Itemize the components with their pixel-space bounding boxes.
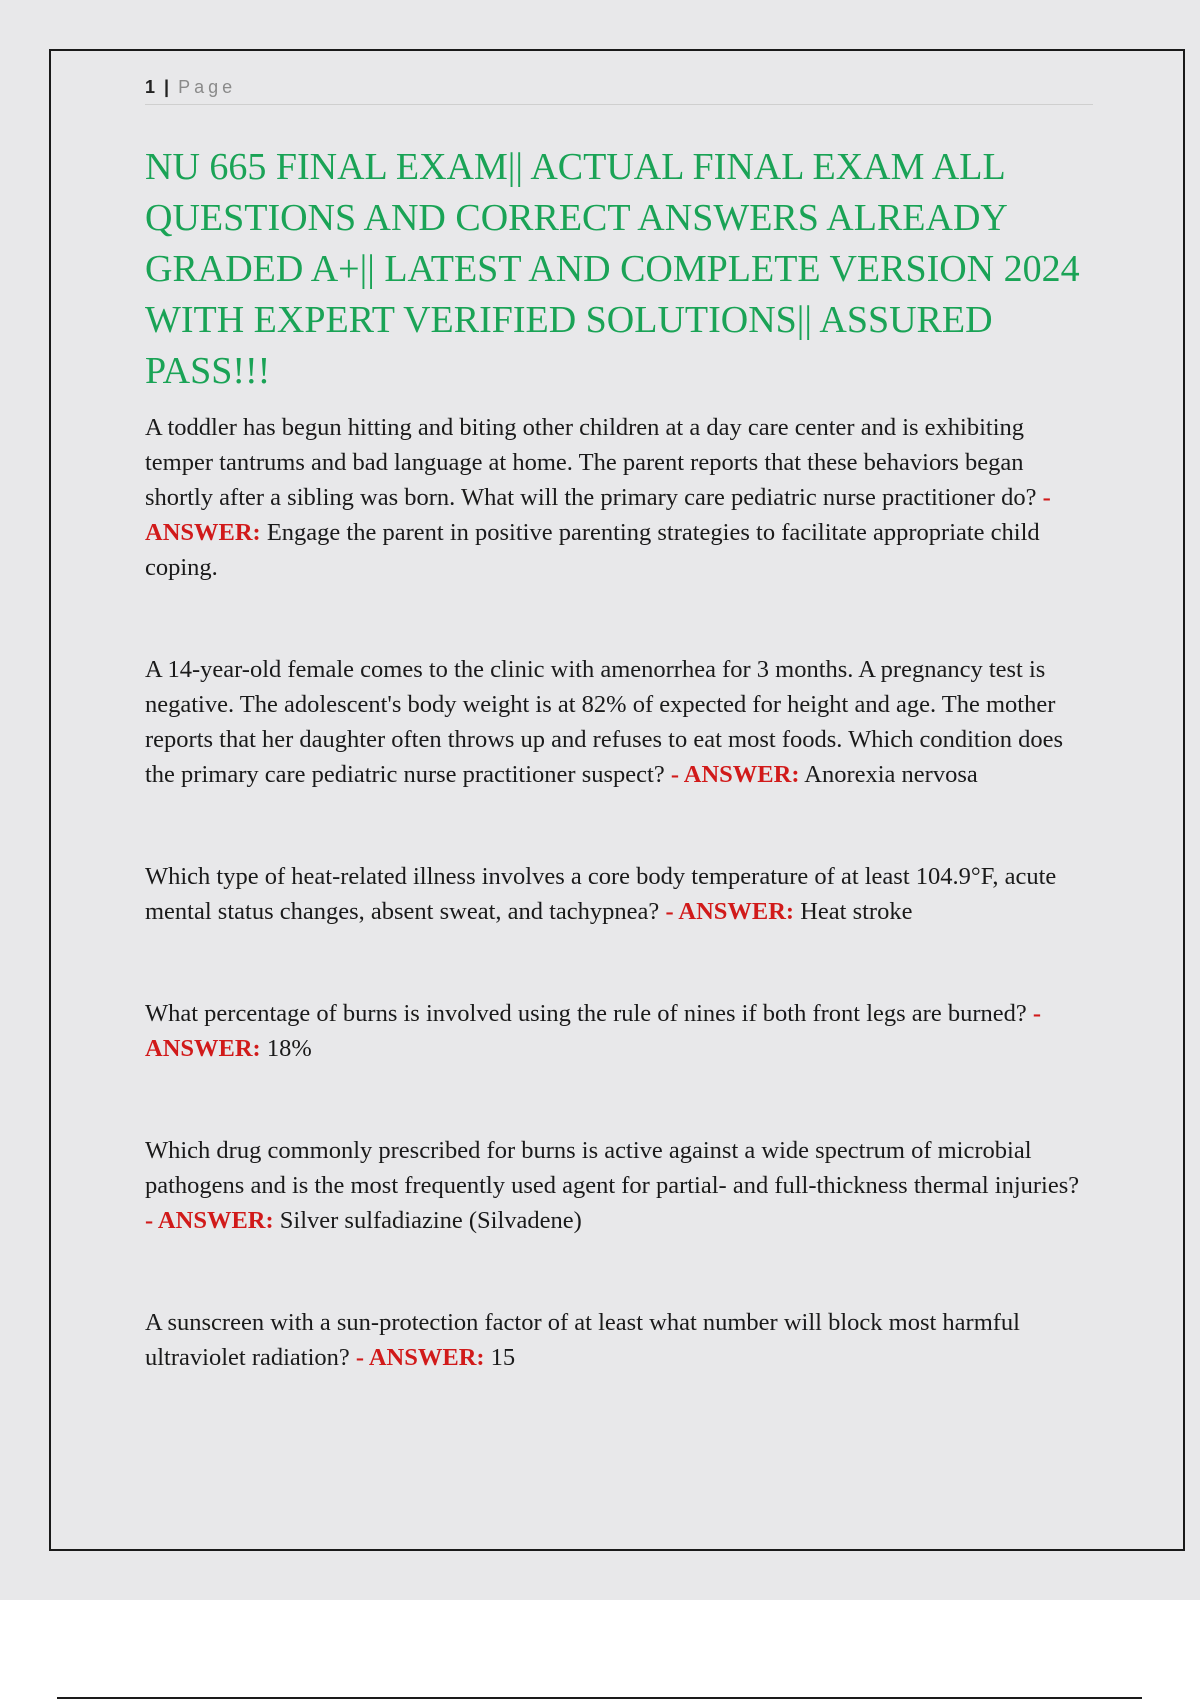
page-label: Page	[178, 77, 237, 97]
answer-label: - ANSWER:	[670, 761, 800, 788]
answer-label: - ANSWER:	[665, 898, 795, 925]
qa-item	[145, 859, 1093, 929]
page-number: 1	[145, 77, 156, 97]
answer-text: 18%	[266, 1035, 312, 1062]
answer-label: - ANSWER:	[145, 1000, 1042, 1062]
answer-text: Heat stroke	[800, 898, 913, 925]
page-separator: |	[164, 77, 170, 97]
qa-item	[145, 410, 1093, 585]
answer-text: Engage the parent in positive parenting strategies to facilitate appropriate child coping.	[145, 519, 1040, 581]
answer-label: - ANSWER:	[355, 1344, 485, 1371]
question-text: A sunscreen with a sun-protection factor of at least what number will block most harmful ultraviolet radiation?	[145, 1309, 1020, 1371]
question-text: Which drug commonly prescribed for burns is active against a wide spectrum of microbial pathogens and is the most frequently used agent for partial- and full-thickness thermal injuries?	[145, 1137, 1080, 1199]
question-text: What percentage of burns is involved using the rule of nines if both front legs are burned?	[145, 1000, 1027, 1027]
answer-text: Silver sulfadiazine (Silvadene)	[279, 1207, 582, 1234]
qa-item	[145, 652, 1093, 792]
answer-text: Anorexia nervosa	[804, 761, 978, 788]
page-header	[145, 74, 1093, 105]
qa-list	[145, 410, 1093, 1375]
question-text: Which type of heat-related illness involves a core body temperature of at least 104.9°F, acute mental status changes, absent sweat, and tachypnea?	[145, 863, 1057, 925]
answer-label: - ANSWER:	[145, 1207, 274, 1234]
question-text: A toddler has begun hitting and biting other children at a day care center and is exhibiting temper tantrums and bad language at home. The parent reports that these behaviors began shortly after a sibling was born. What will the primary care pediatric nurse practitioner do?	[145, 414, 1037, 511]
document-title: NU 665 FINAL EXAM|| ACTUAL FINAL EXAM ALL QUESTIONS AND CORRECT ANSWERS ALREADY GRADED A+|| LATEST AND COMPLETE VERSION 2024 WITH EXPERT VERIFIED SOLUTIONS|| ASSURED PASS!!!	[145, 146, 1080, 392]
qa-item	[145, 1133, 1093, 1238]
qa-item	[145, 996, 1093, 1066]
answer-text: 15	[490, 1344, 516, 1371]
next-page-top-rule	[57, 1697, 1142, 1699]
question-text: A 14-year-old female comes to the clinic with amenorrhea for 3 months. A pregnancy test is negative. The adolescent's body weight is at 82% of expected for height and age. The mother reports that her daughter often throws up and refuses to eat most foods. Which condition does the primary care pediatric nurse practitioner suspect?	[145, 656, 1064, 788]
answer-label: - ANSWER:	[145, 484, 1051, 546]
qa-item	[145, 1305, 1093, 1375]
